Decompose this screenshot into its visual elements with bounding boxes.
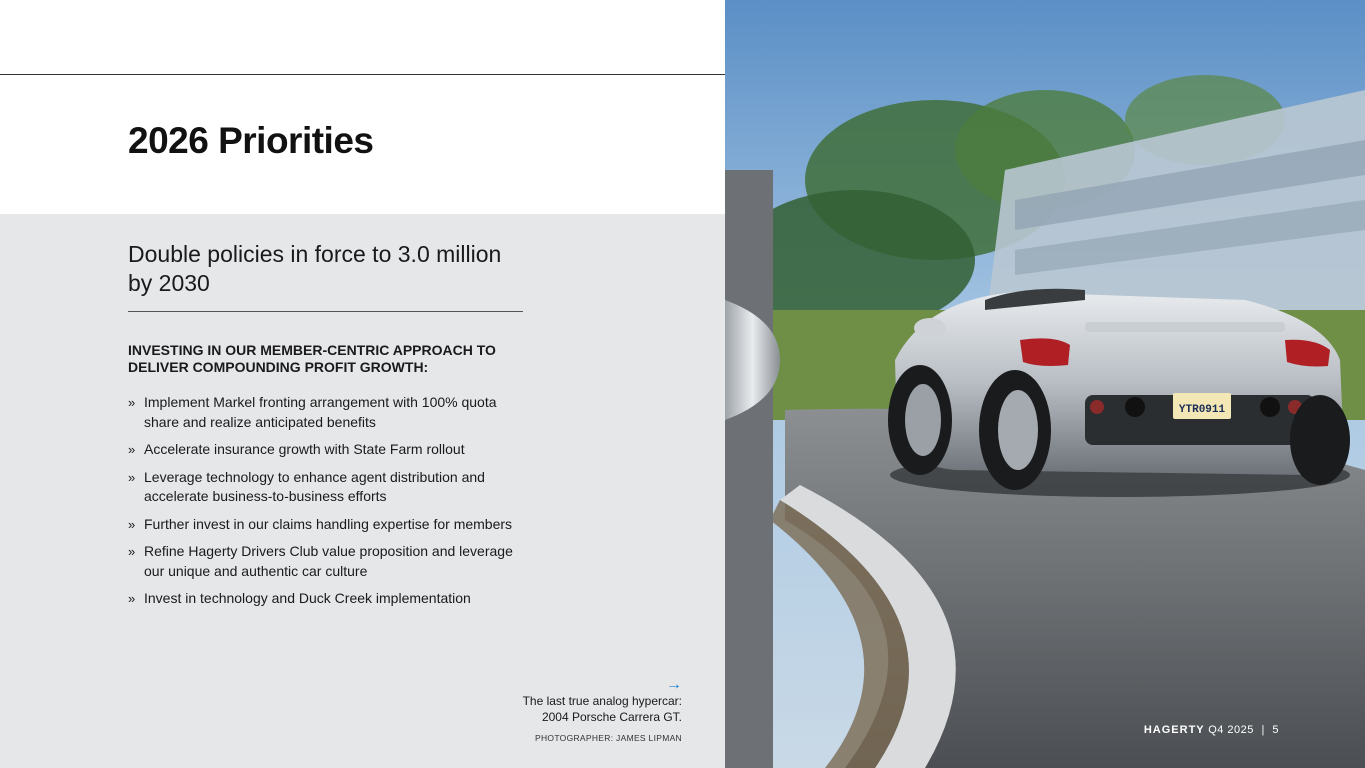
section-subhead: INVESTING IN OUR MEMBER-CENTRIC APPROACH TO DELIVER COMPOUNDING PROFIT GROWTH: [128,342,496,375]
arrow-right-icon: → [666,676,682,693]
car-photo [725,0,1365,768]
page-footer [1144,724,1279,736]
list-item-text: Leverage technology to enhance agent distribution and accelerate business-to-business efforts [144,468,485,504]
priority-list [128,393,528,617]
list-item [128,589,528,609]
list-item [128,393,528,432]
bullet-mark: » [128,591,136,606]
headline-divider [128,311,523,312]
caption-line-1: The last true analog hypercar: [522,694,682,708]
headline: Double policies in force to 3.0 million by 2030 [128,241,502,296]
list-item-text: Further invest in our claims handling expertise for members [144,515,513,532]
footer-period: Q4 2025 [1208,724,1254,736]
list-item [128,440,528,460]
list-item-text: Invest in technology and Duck Creek implementation [144,590,471,606]
brand-logo: HAGERTY [1143,724,1205,736]
list-item-text: Refine Hagerty Drivers Club value proposition and leverage our unique and authentic car culture [144,543,513,579]
bullet-mark: » [128,516,136,532]
photographer-credit: PHOTOGRAPHER: JAMES LIPMAN [535,733,682,743]
caption-line-2: 2004 Porsche Carrera GT. [541,710,682,724]
page-number: 5 [1272,724,1279,736]
photo-caption [523,677,682,743]
bullet-mark: » [128,442,136,457]
list-item-text: Implement Markel fronting arrangement with 100% quota share and realize anticipated benefits [144,394,497,430]
top-divider [0,74,725,75]
bullet-mark: » [128,544,136,559]
bullet-mark: » [128,469,136,485]
bullet-mark: » [128,395,136,410]
list-item-text: Accelerate insurance growth with State Farm rollout [144,441,465,457]
top-white-area [0,0,725,214]
list-item [128,542,528,581]
list-item [128,515,528,535]
license-plate-text: YTR0911 [1178,404,1226,416]
footer-separator: | [1261,724,1265,736]
list-item [128,468,528,507]
page-title: 2026 Priorities [128,120,374,161]
